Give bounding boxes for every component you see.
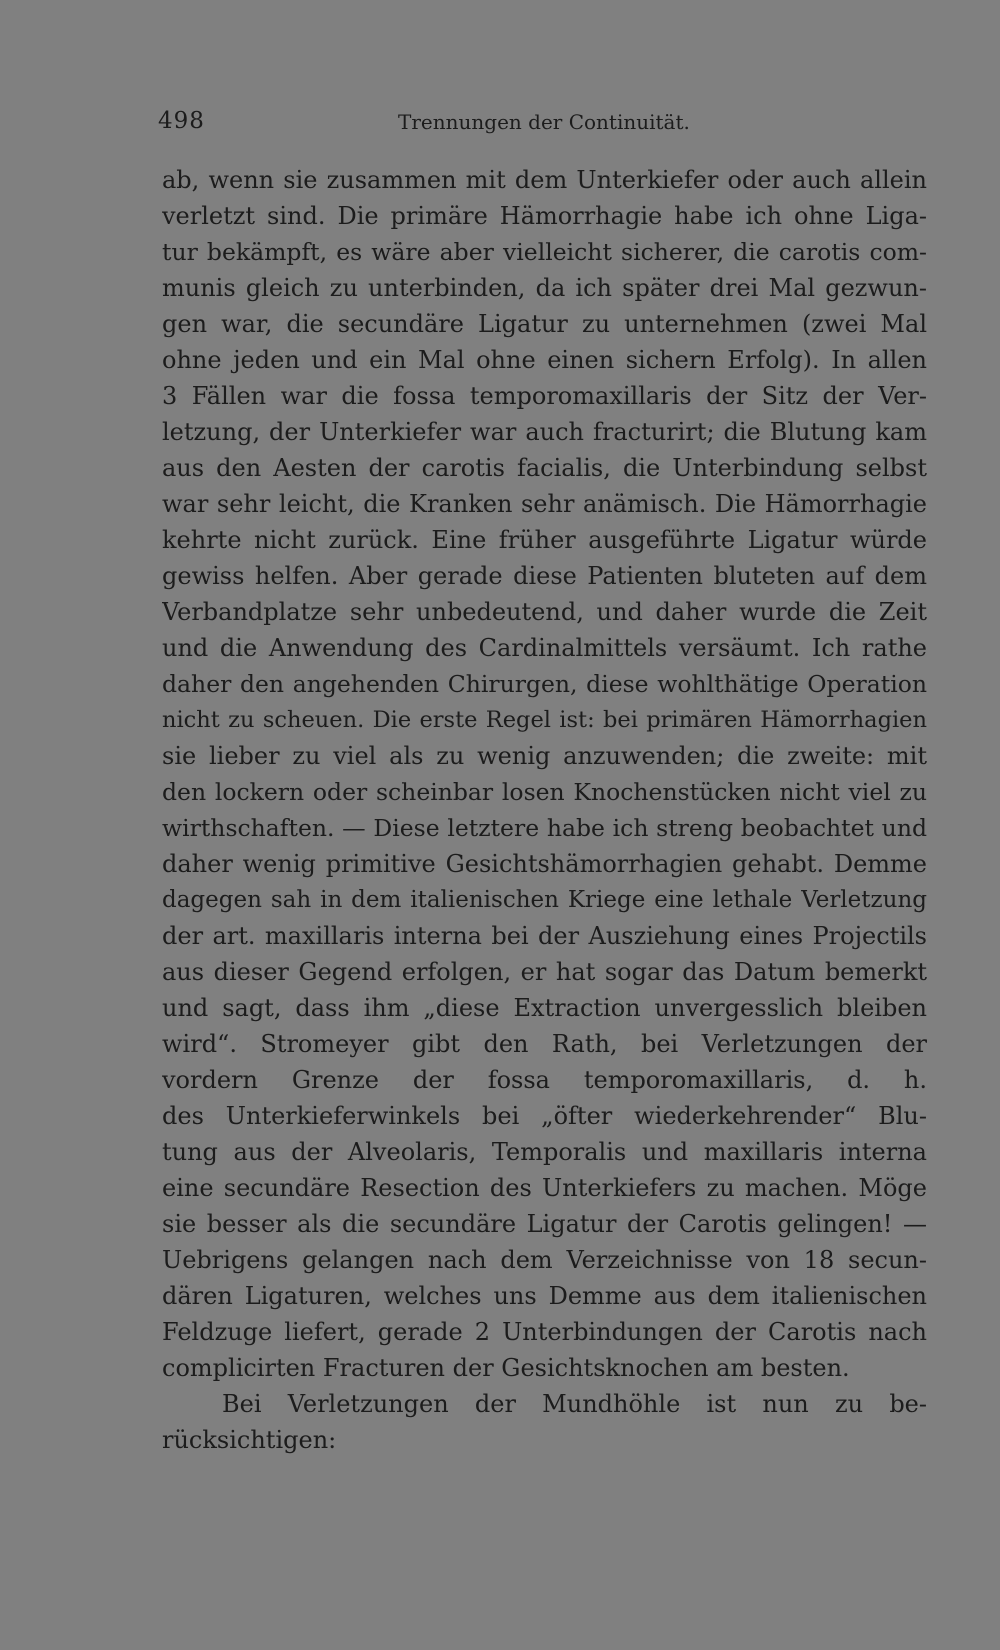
paragraph-start-line: Bei Verletzungen der Mundhöhle ist nun zu be-	[222, 1390, 927, 1418]
text-line: Verbandplatze sehr unbedeutend, und daher wurde die Zeit	[162, 598, 927, 626]
text-line: den lockern oder scheinbar losen Knochenstücken nicht viel zu	[162, 778, 927, 806]
text-line: der art. maxillaris interna bei der Ausziehung eines Projectils	[162, 922, 927, 950]
text-line: aus den Aesten der carotis facialis, die Unterbindung selbst	[162, 454, 927, 482]
text-line: daher den angehenden Chirurgen, diese wohlthätige Operation	[162, 670, 927, 698]
text-line: des Unterkieferwinkels bei „öfter wiederkehrender“ Blu-	[162, 1102, 927, 1130]
text-line: und sagt, dass ihm „diese Extraction unvergesslich bleiben	[162, 994, 927, 1022]
text-line: wird“. Stromeyer gibt den Rath, bei Verletzungen der	[162, 1030, 927, 1058]
text-line: Uebrigens gelangen nach dem Verzeichnisse von 18 secun-	[162, 1246, 927, 1274]
paragraph-end-line: rücksichtigen:	[162, 1426, 337, 1454]
text-line: eine secundäre Resection des Unterkiefers zu machen. Möge	[162, 1174, 927, 1202]
text-line: gewiss helfen. Aber gerade diese Patienten bluteten auf dem	[162, 562, 927, 590]
text-line: 3 Fällen war die fossa temporomaxillaris der Sitz der Ver-	[162, 382, 927, 410]
text-line: ab, wenn sie zusammen mit dem Unterkiefer oder auch allein	[162, 166, 927, 194]
text-line: verletzt sind. Die primäre Hämorrhagie habe ich ohne Liga-	[162, 202, 927, 230]
text-line: war sehr leicht, die Kranken sehr anämisch. Die Hämorrhagie	[162, 490, 927, 518]
text-line: aus dieser Gegend erfolgen, er hat sogar das Datum bemerkt	[162, 958, 927, 986]
text-line: kehrte nicht zurück. Eine früher ausgeführte Ligatur würde	[162, 526, 927, 554]
text-line: wirthschaften. — Diese letztere habe ich streng beobachtet und	[162, 814, 927, 842]
text-line: sie lieber zu viel als zu wenig anzuwenden; die zweite: mit	[162, 742, 927, 770]
text-line: munis gleich zu unterbinden, da ich später drei Mal gezwun-	[162, 274, 927, 302]
running-head	[158, 108, 688, 138]
text-line: und die Anwendung des Cardinalmittels versäumt. Ich rathe	[162, 634, 927, 662]
paragraph-end-line: complicirten Fracturen der Gesichtsknochen am besten.	[162, 1354, 850, 1382]
text-line: letzung, der Unterkiefer war auch fracturirt; die Blutung kam	[162, 418, 927, 446]
text-line: tung aus der Alveolaris, Temporalis und maxillaris interna	[162, 1138, 927, 1166]
text-line: vordern Grenze der fossa temporomaxillaris, d. h.	[162, 1066, 927, 1094]
text-line: gen war, die secundäre Ligatur zu unternehmen (zwei Mal	[162, 310, 927, 338]
text-line: Feldzuge liefert, gerade 2 Unterbindungen der Carotis nach	[162, 1318, 927, 1346]
running-title: Trennungen der Continuität.	[398, 110, 690, 134]
text-line: tur bekämpft, es wäre aber vielleicht sicherer, die carotis com-	[162, 238, 927, 266]
text-line: daher wenig primitive Gesichtshämorrhagien gehabt. Demme	[162, 850, 927, 878]
body-text	[162, 162, 927, 1458]
page-number: 498	[158, 108, 205, 134]
text-line: sie besser als die secundäre Ligatur der Carotis gelingen! —	[162, 1210, 927, 1238]
text-line: ohne jeden und ein Mal ohne einen sichern Erfolg). In allen	[162, 346, 927, 374]
text-line: nicht zu scheuen. Die erste Regel ist: bei primären Hämorrhagien	[162, 707, 927, 733]
text-line: dären Ligaturen, welches uns Demme aus dem italienischen	[162, 1282, 927, 1310]
text-line: dagegen sah in dem italienischen Kriege eine lethale Verletzung	[162, 887, 927, 913]
